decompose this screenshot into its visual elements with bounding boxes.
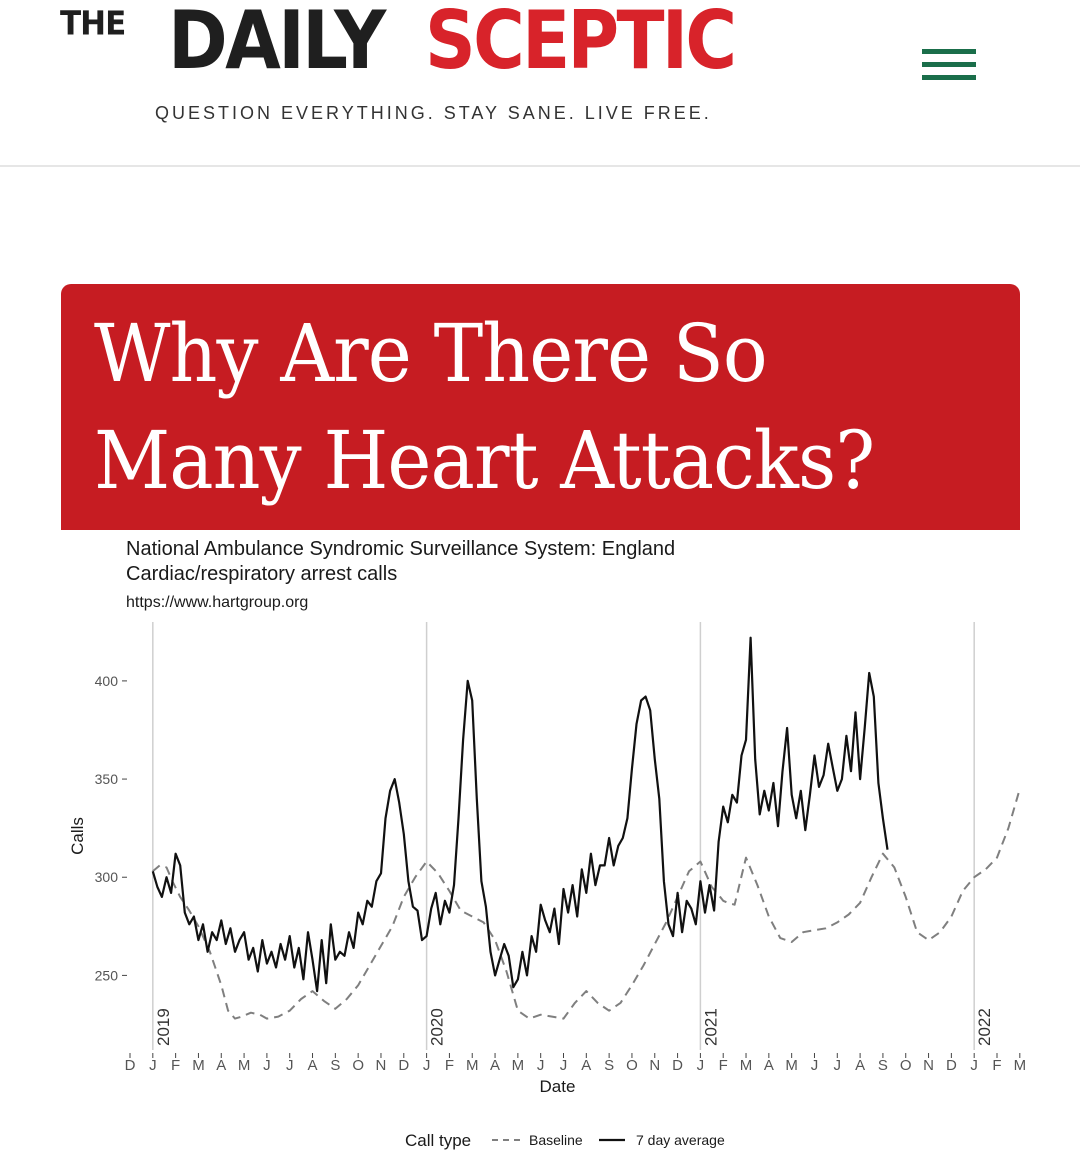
x-tick-label: J [536,1057,545,1074]
x-tick-label: J [149,1057,157,1074]
x-tick-label: S [877,1057,888,1074]
y-tick-label: 250 [94,967,118,984]
year-label: 2022 [975,1008,995,1046]
year-label: 2019 [153,1008,173,1046]
x-tick-label: M [511,1057,525,1074]
x-tick-label: M [465,1057,479,1074]
x-tick-label: J [970,1057,978,1074]
x-tick-label: M [785,1057,798,1074]
x-tick-label: J [285,1057,294,1074]
x-tick-label: M [739,1057,753,1074]
x-tick-label: J [559,1057,568,1074]
x-tick-label: J [833,1057,842,1074]
chart-svg [0,530,1080,1161]
article-title[interactable]: Why Are There So Many Heart Attacks? [94,307,875,507]
seven-day-average-series-line [153,638,888,991]
site-header [0,0,1080,167]
x-tick-label: F [171,1057,181,1074]
x-tick-label: A [581,1057,592,1074]
x-tick-label: A [216,1057,227,1074]
x-tick-label: N [375,1057,387,1074]
x-tick-label: A [307,1057,318,1074]
x-tick-label: J [696,1057,705,1074]
x-tick-label: F [992,1057,1002,1074]
x-tick-label: S [604,1057,615,1074]
x-tick-label: M [192,1057,205,1074]
x-tick-label: J [810,1057,819,1074]
year-label: 2020 [427,1008,447,1046]
article-title-banner [61,284,1020,530]
x-axis-label: Date [539,1077,576,1096]
x-tick-label: N [649,1057,661,1074]
year-label: 2021 [701,1008,721,1046]
site-tagline: QUESTION EVERYTHING. STAY SANE. LIVE FREE. [155,103,712,123]
y-tick-label: 300 [94,869,118,886]
logo-daily-text[interactable]: DAILY [168,0,384,87]
chart-title: National Ambulance Syndromic Surveillance System: England [126,538,676,560]
x-tick-label: M [237,1057,251,1074]
x-tick-label: D [945,1057,957,1074]
legend-average-label: 7 day average [636,1132,725,1148]
x-tick-label: D [124,1057,136,1074]
x-tick-label: J [263,1057,271,1074]
logo-the-text[interactable]: THE [60,5,126,43]
x-tick-label: D [398,1057,410,1074]
y-tick-label: 400 [94,672,118,689]
x-tick-label: A [490,1057,501,1074]
x-tick-label: O [899,1057,912,1074]
y-tick-label: 350 [94,771,118,788]
x-tick-label: D [672,1057,684,1074]
x-tick-label: F [444,1057,455,1074]
y-axis-label: Calls [68,817,87,855]
x-tick-label: A [763,1057,774,1074]
legend-baseline-label: Baseline [529,1132,583,1148]
legend-title: Call type [405,1131,472,1150]
hamburger-menu-icon[interactable] [922,46,978,86]
chart-subtitle: Cardiac/respiratory arrest calls [126,563,398,585]
x-tick-label: O [626,1057,638,1074]
baseline-series-line [153,789,1020,1019]
x-tick-label: O [352,1057,364,1074]
x-tick-label: N [923,1057,934,1074]
chart-figure [0,530,1080,1161]
chart-source: https://www.hartgroup.org [126,594,309,611]
x-tick-label: A [855,1057,866,1074]
x-tick-label: F [718,1057,728,1074]
logo-sceptic-text[interactable]: SCEPTIC [425,0,735,87]
x-tick-label: J [422,1057,431,1074]
x-tick-label: M [1013,1057,1027,1074]
x-tick-label: S [330,1057,341,1074]
